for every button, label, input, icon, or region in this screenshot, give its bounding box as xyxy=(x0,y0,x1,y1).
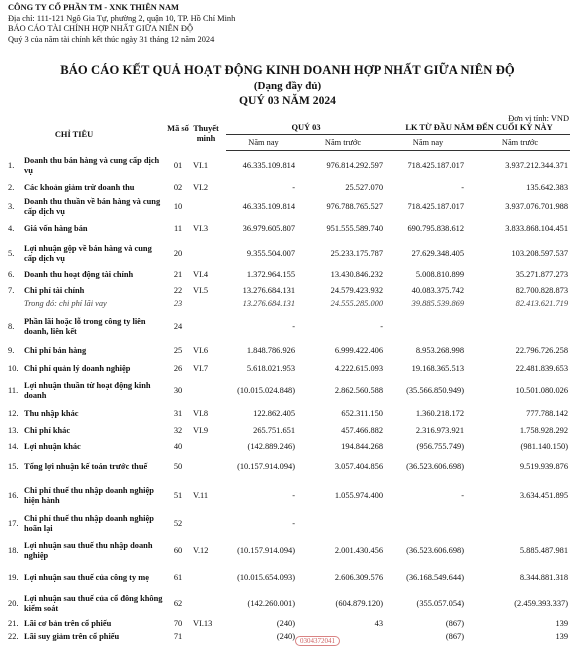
row-ytd-last-year xyxy=(470,512,568,536)
row-code: 60 xyxy=(173,546,183,555)
header-bottom-line xyxy=(226,150,570,151)
row-code: 01 xyxy=(173,161,183,170)
row-note xyxy=(193,566,219,590)
table-row xyxy=(0,539,575,563)
row-ytd-last-year: 82.413.621.719 xyxy=(515,299,568,308)
row-indicator: Trong đó: chi phí lãi vay xyxy=(24,299,107,308)
row-indicator: Doanh thu bán hàng và cung cấp dịch vụ xyxy=(24,156,160,175)
row-quarter-last-year: 6.999.422.406 xyxy=(334,346,383,355)
row-number: 4. xyxy=(8,224,15,233)
row-indicator: Giá vốn hàng bán xyxy=(24,224,88,233)
header-ytd: LK TỪ ĐẦU NĂM ĐẾN CUỐI KỲ NÀY xyxy=(405,123,553,132)
row-indicator: Chi phí thuế thu nhập doanh nghiệp hiện hành xyxy=(24,486,154,505)
row-ytd-last-year: 103.208.597.537 xyxy=(511,248,568,258)
row-quarter-this-year: 13.276.684.131 xyxy=(242,299,295,308)
row-indicator: Lợi nhuận gộp về bán hàng và cung cấp dịch vụ xyxy=(24,243,152,263)
row-note xyxy=(193,380,219,402)
row-indicator: Lãi suy giảm trên cổ phiếu xyxy=(24,632,120,641)
row-note: VI.7 xyxy=(193,364,209,373)
row-number: 22. xyxy=(8,632,19,641)
document-header xyxy=(8,3,235,45)
table-row xyxy=(0,242,575,265)
row-quarter-this-year: 13.276.684.131 xyxy=(242,286,295,295)
row-quarter-last-year: 1.055.974.400 xyxy=(334,491,383,500)
table-row xyxy=(0,196,575,218)
header-divider xyxy=(226,134,570,135)
header-q-this-year: Năm nay xyxy=(248,138,279,147)
report-title: BÁO CÁO KẾT QUẢ HOẠT ĐỘNG KINH DOANH HỢP NHẤT GIỮA NIÊN ĐỘ xyxy=(60,63,515,77)
row-code: 70 xyxy=(173,619,183,628)
row-ytd-last-year: (2.459.393.337) xyxy=(514,599,568,608)
row-quarter-last-year: 2.862.560.588 xyxy=(334,386,383,395)
row-number: 8. xyxy=(8,322,15,331)
row-quarter-last-year: (604.879.120) xyxy=(335,599,383,608)
row-quarter-this-year: 9.355.504.007 xyxy=(246,248,295,258)
row-quarter-this-year: (142.889.246) xyxy=(247,442,295,451)
row-code: 62 xyxy=(173,599,183,608)
table-row xyxy=(0,181,575,195)
row-quarter-last-year: 2.001.430.456 xyxy=(334,546,383,555)
row-quarter-last-year: - xyxy=(380,322,383,331)
row-note: VI.2 xyxy=(193,183,209,192)
row-ytd-this-year: 27.629.348.405 xyxy=(411,248,464,258)
row-code: 21 xyxy=(173,270,183,279)
row-quarter-this-year: (240) xyxy=(276,619,295,628)
row-quarter-this-year: (10.157.914.094) xyxy=(237,546,295,555)
row-number: 15. xyxy=(8,462,19,471)
row-quarter-last-year: 4.222.615.093 xyxy=(334,364,383,373)
row-ytd-this-year: 718.425.187.017 xyxy=(407,202,464,211)
row-code: 50 xyxy=(173,462,183,471)
row-note xyxy=(193,440,219,454)
row-indicator: Lợi nhuận sau thuế của công ty mẹ xyxy=(24,573,149,582)
row-number: 1. xyxy=(8,161,15,170)
row-number: 13. xyxy=(8,426,19,435)
row-code: 25 xyxy=(173,346,183,355)
header-ytd-last-year: Năm trước xyxy=(501,138,539,147)
row-code: 10 xyxy=(173,202,183,211)
row-indicator: Thu nhập khác xyxy=(24,409,79,418)
row-quarter-this-year: (240) xyxy=(276,632,295,641)
row-number: 21. xyxy=(8,619,19,628)
row-quarter-this-year: (10.015.024.848) xyxy=(237,386,295,395)
table-row xyxy=(0,362,575,376)
table-row xyxy=(0,407,575,421)
row-code: 24 xyxy=(173,322,183,331)
row-quarter-last-year: 13.430.846.232 xyxy=(330,270,383,279)
row-note: VI.5 xyxy=(193,286,209,295)
row-quarter-this-year: (10.015.654.093) xyxy=(237,573,295,582)
company-name: CÔNG TY CỔ PHẦN TM - XNK THIÊN NAM xyxy=(8,3,179,12)
row-note xyxy=(193,630,219,644)
row-indicator: Tổng lợi nhuận kế toán trước thuế xyxy=(24,462,148,471)
row-ytd-this-year: 19.168.365.513 xyxy=(411,364,464,373)
table-row xyxy=(0,617,575,631)
table-row xyxy=(0,512,575,536)
row-ytd-last-year: 35.271.877.273 xyxy=(515,270,568,279)
header-code: Mã số xyxy=(167,124,189,133)
row-note: VI.3 xyxy=(193,224,209,233)
table-row xyxy=(0,155,575,177)
row-quarter-this-year: 46.335.109.814 xyxy=(242,202,295,211)
row-indicator: Lợi nhuận sau thuế của cổ đông không kiểm soát xyxy=(24,594,163,613)
row-note: V.12 xyxy=(193,546,209,555)
row-quarter-last-year: 976.814.292.597 xyxy=(326,161,383,170)
header-q-last-year: Năm trước xyxy=(324,138,362,147)
row-note: VI.9 xyxy=(193,426,209,435)
row-quarter-this-year: - xyxy=(292,519,295,528)
report-period: QUÝ 03 NĂM 2024 xyxy=(239,94,336,107)
row-note: V.11 xyxy=(193,491,209,500)
company-stamp: 0304372041 xyxy=(295,636,340,646)
row-ytd-this-year: (36.168.549.644) xyxy=(406,573,464,582)
row-note xyxy=(193,298,219,310)
row-quarter-this-year: (10.157.914.094) xyxy=(237,462,295,471)
row-ytd-this-year: 1.360.218.172 xyxy=(415,409,464,418)
row-ytd-last-year: 10.501.080.026 xyxy=(515,386,568,395)
row-number: 16. xyxy=(8,491,19,500)
row-quarter-last-year: 194.844.268 xyxy=(341,442,383,451)
row-ytd-last-year: 9.519.939.876 xyxy=(519,462,568,471)
row-code: 30 xyxy=(173,386,183,395)
row-ytd-this-year: (867) xyxy=(445,619,464,628)
row-note xyxy=(193,512,219,536)
row-quarter-last-year: 25.527.070 xyxy=(345,183,383,192)
row-number: 10. xyxy=(8,364,19,373)
row-ytd-this-year: 2.316.973.921 xyxy=(415,426,464,435)
row-ytd-last-year: 3.833.868.104.451 xyxy=(505,224,568,233)
row-quarter-this-year: 1.848.786.926 xyxy=(246,346,295,355)
table-row xyxy=(0,484,575,508)
row-ytd-this-year xyxy=(388,314,464,340)
row-code: 51 xyxy=(173,491,183,500)
row-quarter-last-year: 2.606.309.576 xyxy=(334,573,383,582)
row-indicator: Chi phí quản lý doanh nghiệp xyxy=(24,364,131,373)
row-ytd-last-year: 135.642.383 xyxy=(526,183,568,192)
row-indicator: Chi phí tài chính xyxy=(24,286,85,295)
row-number: 2. xyxy=(8,183,15,192)
row-ytd-this-year: (867) xyxy=(445,632,464,641)
row-number: 7. xyxy=(8,286,15,295)
row-quarter-last-year xyxy=(300,512,383,536)
row-code: 11 xyxy=(173,224,183,233)
header-note: Thuyết minh xyxy=(193,124,219,143)
row-note: VI.1 xyxy=(193,161,209,170)
row-indicator: Phần lãi hoặc lỗ trong công ty liên doanh, liên kết xyxy=(24,317,146,336)
row-number xyxy=(8,298,24,310)
row-note: VI.8 xyxy=(193,409,209,418)
row-note xyxy=(193,460,219,474)
row-ytd-this-year: 718.425.187.017 xyxy=(407,161,464,170)
row-ytd-this-year: (956.755.749) xyxy=(416,442,464,451)
row-number: 17. xyxy=(8,519,19,528)
row-code: 71 xyxy=(173,632,183,641)
row-code: 61 xyxy=(173,573,183,582)
company-address: Địa chỉ: 111-121 Ngô Gia Tự, phường 2, quận 10, TP. Hồ Chí Minh xyxy=(8,13,236,23)
row-quarter-this-year: 46.335.109.814 xyxy=(242,161,295,170)
row-ytd-this-year: (36.523.606.698) xyxy=(406,546,464,555)
table-row xyxy=(0,298,575,310)
row-quarter-this-year: 5.618.021.953 xyxy=(246,364,295,373)
table-row xyxy=(0,424,575,438)
row-ytd-last-year: 82.700.828.873 xyxy=(515,286,568,295)
row-code: 23 xyxy=(173,299,183,308)
row-quarter-last-year: 976.788.765.527 xyxy=(326,202,383,211)
report-type: BÁO CÁO TÀI CHÍNH HỢP NHẤT GIỮA NIÊN ĐỘ xyxy=(8,24,194,34)
row-quarter-this-year: 265.751.651 xyxy=(253,426,295,435)
row-quarter-last-year: 3.057.404.856 xyxy=(334,462,383,471)
table-row xyxy=(0,380,575,402)
table-row xyxy=(0,460,575,474)
row-quarter-last-year: 25.233.175.787 xyxy=(330,248,383,258)
row-indicator: Lợi nhuận khác xyxy=(24,442,81,451)
row-code: 40 xyxy=(173,442,183,451)
row-quarter-last-year: 24.579.423.932 xyxy=(330,286,383,295)
row-number: 20. xyxy=(8,599,19,608)
table-row xyxy=(0,222,575,236)
row-ytd-last-year: 3.937.212.344.371 xyxy=(505,161,568,170)
table-row xyxy=(0,440,575,454)
row-number: 6. xyxy=(8,270,15,279)
row-number: 14. xyxy=(8,442,19,451)
table-row xyxy=(0,630,575,644)
row-note: VI.4 xyxy=(193,270,209,279)
row-indicator: Lợi nhuận sau thuế thu nhập doanh nghiệp xyxy=(24,541,153,560)
row-quarter-last-year: 43 xyxy=(374,619,383,628)
row-ytd-last-year: 5.885.487.981 xyxy=(519,546,568,555)
table-row xyxy=(0,566,575,590)
row-ytd-this-year: (36.523.606.698) xyxy=(406,462,464,471)
row-number: 5. xyxy=(8,248,15,258)
row-ytd-last-year: 3.634.451.895 xyxy=(519,491,568,500)
row-quarter-this-year: (142.260.001) xyxy=(247,599,295,608)
row-note xyxy=(193,592,219,616)
row-indicator: Các khoản giảm trừ doanh thu xyxy=(24,183,135,192)
row-quarter-last-year: 951.555.589.740 xyxy=(326,224,383,233)
row-ytd-this-year: (355.057.054) xyxy=(416,599,464,608)
row-quarter-this-year: 1.372.964.155 xyxy=(246,270,295,279)
row-number: 3. xyxy=(8,202,15,211)
row-quarter-this-year: 36.979.605.807 xyxy=(242,224,295,233)
row-number: 19. xyxy=(8,573,19,582)
row-indicator: Chi phí khác xyxy=(24,426,71,435)
table-row xyxy=(0,284,575,298)
row-ytd-this-year: 690.795.838.612 xyxy=(407,224,464,233)
row-ytd-last-year: 8.344.881.318 xyxy=(519,573,568,582)
row-indicator: Chi phí bán hàng xyxy=(24,346,87,355)
row-number: 12. xyxy=(8,409,19,418)
row-ytd-this-year: - xyxy=(461,183,464,192)
row-note xyxy=(193,196,219,218)
row-number: 9. xyxy=(8,346,15,355)
row-code: 31 xyxy=(173,409,183,418)
row-indicator: Doanh thu thuần về bán hàng và cung cấp dịch vụ xyxy=(24,197,161,216)
row-ytd-this-year: (35.566.850.949) xyxy=(406,386,464,395)
row-note: VI.13 xyxy=(193,619,213,628)
row-quarter-last-year: 457.466.882 xyxy=(341,426,383,435)
row-ytd-last-year xyxy=(470,314,568,340)
row-ytd-this-year: - xyxy=(461,491,464,500)
row-quarter-this-year: - xyxy=(292,322,295,331)
row-note xyxy=(193,314,219,340)
row-code: 02 xyxy=(173,183,183,192)
period-note: Quý 3 của năm tài chính kết thúc ngày 31 tháng 12 năm 2024 xyxy=(8,34,215,44)
row-ytd-this-year: 8.953.268.998 xyxy=(415,346,464,355)
row-note: VI.6 xyxy=(193,346,209,355)
report-form: (Dạng đầy đủ) xyxy=(253,80,322,92)
row-quarter-last-year: 24.555.285.000 xyxy=(330,299,383,308)
header-ytd-this-year: Năm nay xyxy=(412,138,444,147)
row-code: 32 xyxy=(173,426,183,435)
header-indicator: CHỈ TIÊU xyxy=(54,130,94,139)
row-ytd-this-year: 40.083.375.742 xyxy=(411,286,464,295)
row-quarter-this-year: - xyxy=(292,183,295,192)
row-code: 26 xyxy=(173,364,183,373)
row-ytd-last-year: 139 xyxy=(555,632,568,641)
row-ytd-last-year: 3.937.076.701.988 xyxy=(505,202,568,211)
row-quarter-this-year: 122.862.405 xyxy=(253,409,295,418)
row-code: 20 xyxy=(173,248,183,258)
row-indicator: Lãi cơ bản trên cổ phiếu xyxy=(24,619,112,628)
table-row xyxy=(0,314,575,340)
row-ytd-last-year: 22.796.726.258 xyxy=(515,346,568,355)
row-ytd-last-year: 22.481.839.653 xyxy=(515,364,568,373)
row-indicator: Chi phí thuế thu nhập doanh nghiệp hoãn lại xyxy=(24,514,154,533)
currency-unit: Đơn vị tính: VND xyxy=(508,114,569,123)
row-quarter-this-year: - xyxy=(292,491,295,500)
row-ytd-this-year: 5.008.810.899 xyxy=(415,270,464,279)
row-number: 11. xyxy=(8,386,19,395)
row-indicator: Doanh thu hoạt động tài chính xyxy=(24,270,134,279)
table-row xyxy=(0,268,575,282)
header-quarter: QUÝ 03 xyxy=(291,123,321,132)
row-code: 22 xyxy=(173,286,183,295)
row-code: 52 xyxy=(173,519,183,528)
row-ytd-last-year: 139 xyxy=(555,619,568,628)
report-title-block xyxy=(0,63,575,107)
row-quarter-last-year: 652.311.150 xyxy=(341,409,383,418)
row-ytd-this-year: 39.885.539.869 xyxy=(411,299,464,308)
row-ytd-this-year xyxy=(388,512,464,536)
table-row xyxy=(0,592,575,616)
row-ytd-last-year: (981.140.150) xyxy=(520,442,568,451)
row-indicator: Lợi nhuận thuần từ hoạt động kinh doanh xyxy=(24,381,151,400)
row-ytd-last-year: 1.758.928.292 xyxy=(519,426,568,435)
row-ytd-last-year: 777.788.142 xyxy=(526,409,568,418)
row-number: 18. xyxy=(8,546,19,555)
row-note xyxy=(193,242,219,265)
table-row xyxy=(0,344,575,358)
